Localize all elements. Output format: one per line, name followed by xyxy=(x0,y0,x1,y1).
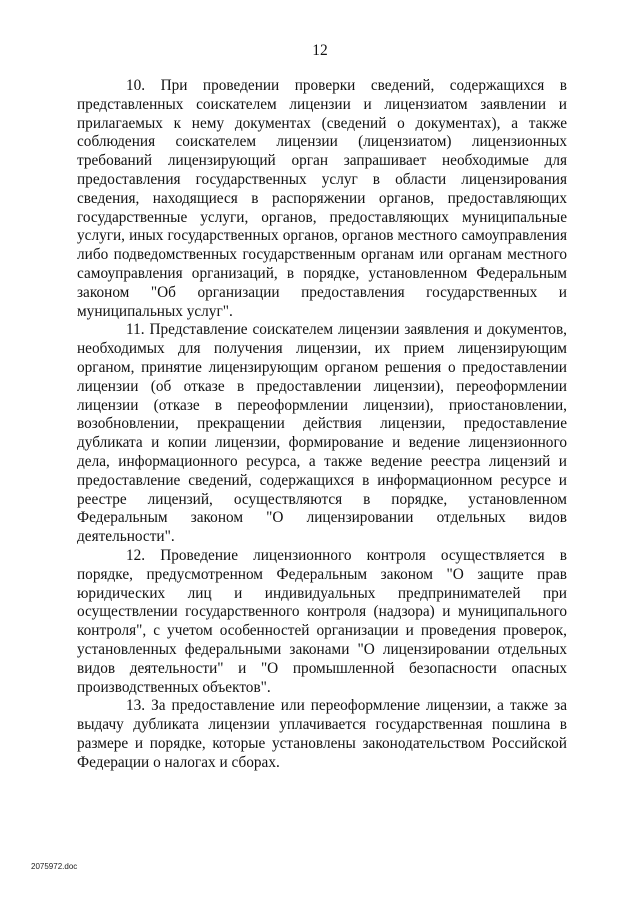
page-number: 12 xyxy=(312,42,328,59)
document-body xyxy=(77,77,567,772)
document-filename: 2075972.doc xyxy=(31,862,78,871)
paragraph-11: 11. Представление соискателем лицензии заявления и документов, необходимых для получения лицензии, их прием лицензирующим органом, принятие лицензирующим органом решения о предоставлении лицензии (об отказе в предоставлении лицензии), переоформлении лицензии (отказе в переоформлении лицензии), приостановлении, возобновлении, прекращении действия лицензии, предоставление дубликата и копии лицензии, формирование и ведение лицензионного дела, информационного ресурса, а также ведение реестра лицензий и предоставление сведений, содержащихся в информационном ресурсе и реестре лицензий, осуществляются в порядке, установленном Федеральным законом "О лицензировании отдельных видов деятельности". xyxy=(77,321,567,546)
paragraph-13: 13. За предоставление или переоформление лицензии, а также за выдачу дубликата лицензии уплачивается государственная пошлина в размере и порядке, которые установлены законодательством Российской Федерации о налогах и сборах. xyxy=(77,697,567,771)
paragraph-12: 12. Проведение лицензионного контроля осуществляется в порядке, предусмотренном Федеральным законом "О защите прав юридических лиц и индивидуальных предпринимателей при осуществлении государственного контроля (надзора) и муниципального контроля", с учетом особенностей организации и проведения проверок, установленных федеральными законами "О лицензировании отдельных видов деятельности" и "О промышленной безопасности опасных производственных объектов". xyxy=(77,546,567,696)
paragraph-10: 10. При проведении проверки сведений, содержащихся в представленных соискателем лицензии и лицензиатом заявлении и прилагаемых к нему документах (сведений о документах), а также соблюдения соискателем лицензии (лицензиатом) лицензионных требований лицензирующий орган запрашивает необходимые для предоставления государственных услуг в области лицензирования сведения, находящиеся в распоряжении органов, предоставляющих государственные услуги, органов, предоставляющих муниципальные услуги, иных государственных органов, органов местного самоуправления либо подведомственных государственным органам или органам местного самоуправления организаций, в порядке, установленном Федеральным законом "Об организации предоставления государственных и муниципальных услуг". xyxy=(77,77,567,320)
